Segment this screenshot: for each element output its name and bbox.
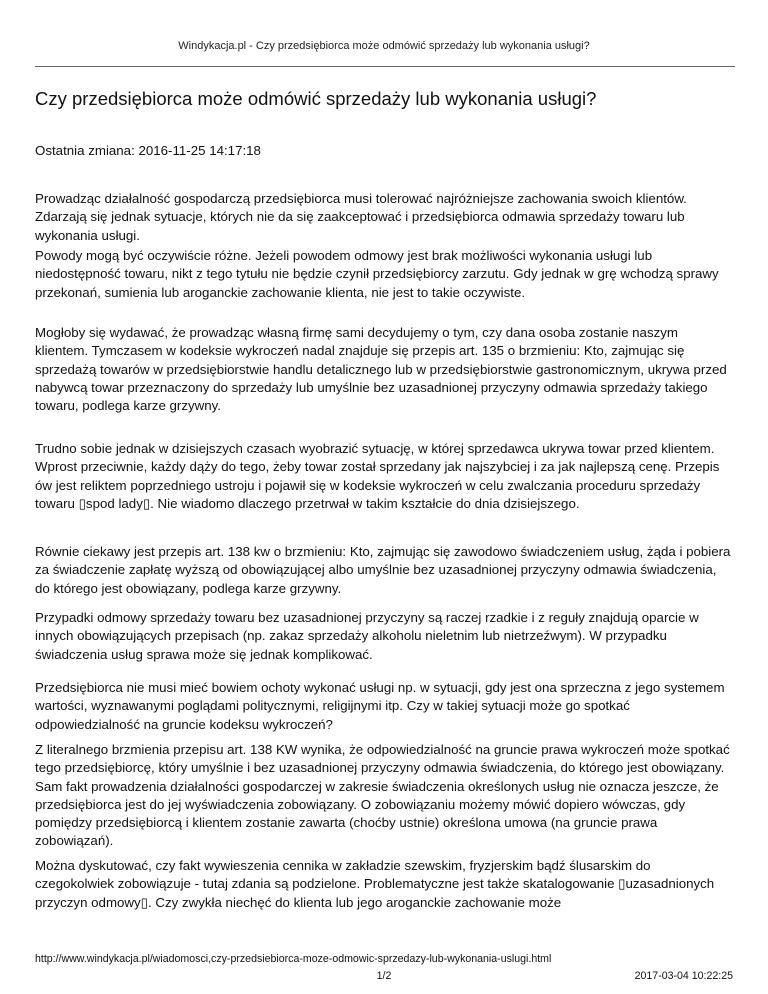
print-timestamp: 2017-03-04 10:22:25 (634, 970, 733, 982)
paragraph-text: Prowadząc działalność gospodarczą przedsiębiorca musi tolerować najróżniejsze zachowania swoich klientów. Zdarzają się jednak sytuacje, których nie da się zaakceptować i przedsiębiorca odmawia sprzedaży towaru lub wykonania usługi. (35, 191, 687, 243)
running-header: Windykacja.pl - Czy przedsiębiorca może odmówić sprzedaży lub wykonania usługi? (178, 40, 590, 52)
paragraph-3 (35, 324, 732, 415)
paragraph-1 (35, 190, 732, 245)
header-divider (35, 66, 735, 67)
paragraph-5 (35, 543, 732, 598)
paragraph-text: Powody mogą być oczywiście różne. Jeżeli powodem odmowy jest brak możliwości wykonania usługi lub niedostępność towaru, nikt z tego tytułu nie będzie czynił przedsiębiorcy zarzutu. Gdy jednak w grę wchodzą sprawy przekonań, sumienia lub aroganckie zachowanie klienta, nie jest to takie oczywiste. (35, 248, 719, 300)
paragraph-6 (35, 609, 732, 664)
paragraph-text: Można dyskutować, czy fakt wywieszenia cennika w zakładzie szewskim, fryzjerskim bądź ślusarskim do czegokolwiek zobowiązuje - tutaj zdania są podzielone. Problematyczne jest także skatalogowanie ▯uzasadnionych przyczyn odmowy▯. Czy zwykła niechęć do klienta lub jego aroganckie zachowanie może (35, 858, 715, 910)
last-modified: Ostatnia zmiana: 2016-11-25 14:17:18 (35, 143, 261, 158)
paragraph-text: Przypadki odmowy sprzedaży towaru bez uzasadnionej przyczyny są raczej rzadkie i z reguły znajdują oparcie w innych obowiązujących przepisach (np. zakaz sprzedaży alkoholu nieletnim lub nietrzeźwym). W przypadku świadczenia usług sprawa może się jednak komplikować. (35, 610, 699, 662)
paragraph-text: Z literalnego brzmienia przepisu art. 138 KW wynika, że odpowiedzialność na gruncie prawa wykroczeń może spotkać tego przedsiębiorcę, który umyślnie i bez uzasadnionej przyczyny odmawia świadczenia, do którego jest obowiązany. Sam fakt prowadzenia działalności gospodarczej w zakresie świadczenia określonych usług nie oznacza jeszcze, że przedsiębiorca jest do jej wyświadczenia zobowiązany. O zobowiązaniu możemy mówić dopiero wówczas, gdy pomiędzy przedsiębiorcą i klientem zostanie zawarta (choćby ustnie) określona umowa (na gruncie prawa zobowiązań). (35, 742, 730, 849)
paragraph-7 (35, 679, 732, 734)
paragraph-text: Trudno sobie jednak w dzisiejszych czasach wyobrazić sytuację, w której sprzedawca ukrywa towar przed klientem. Wprost przeciwnie, każdy dąży do tego, żeby towar został sprzedany jak najszybciej i za jak najlepszą cenę. Przepis ów jest reliktem poprzedniego ustroju i pojawił się w kodeksie wykroczeń w celu zwalczania proceduru sprzedaży towaru ▯spod lady▯. Nie wiadomo dlaczego przetrwał w takim kształcie do dnia dzisiejszego. (35, 441, 720, 511)
paragraph-text: Mogłoby się wydawać, że prowadząc własną firmę sami decydujemy o tym, czy dana osoba zostanie naszym klientem. Tymczasem w kodeksie wykroczeń nadal znajduje się przepis art. 135 o brzmieniu: Kto, zajmując się sprzedażą towarów w przedsiębiorstwie handlu detalicznego lub w przedsiębiorstwie gastronomicznym, ukrywa przed nabywcą towar przeznaczony do sprzedaży lub umyślnie bez uzasadnionej przyczyny odmawia sprzedaży takiego towaru, podlega karze grzywny. (35, 325, 727, 414)
page-number: 1/2 (376, 970, 392, 982)
paragraph-2 (35, 247, 732, 302)
paragraph-8 (35, 741, 732, 851)
paragraph-text: Równie ciekawy jest przepis art. 138 kw o brzmieniu: Kto, zajmując się zawodowo świadczeniem usług, żąda i pobiera za świadczenie zapłatę wyższą od obowiązującej albo umyślnie bez uzasadnionej przyczyny odmawia świadczenia, do którego jest obowiązany, podlega karze grzywny. (35, 544, 731, 596)
paragraph-text: Przedsiębiorca nie musi mieć bowiem ochoty wykonać usługi np. w sytuacji, gdy jest ona sprzeczna z jego systemem wartości, wyznawanymi poglądami politycznymi, religijnymi itp. Czy w takiej sytuacji może go spotkać odpowiedzialność na gruncie kodeksu wykroczeń? (35, 680, 725, 732)
paragraph-4 (35, 440, 732, 513)
paragraph-9 (35, 857, 732, 912)
footer-url: http://www.windykacja.pl/wiadomosci,czy-przedsiebiorca-moze-odmowic-sprzedazy-lub-wykonania-uslugi.html (35, 953, 552, 965)
article-title: Czy przedsiębiorca może odmówić sprzedaży lub wykonania usługi? (35, 88, 597, 109)
